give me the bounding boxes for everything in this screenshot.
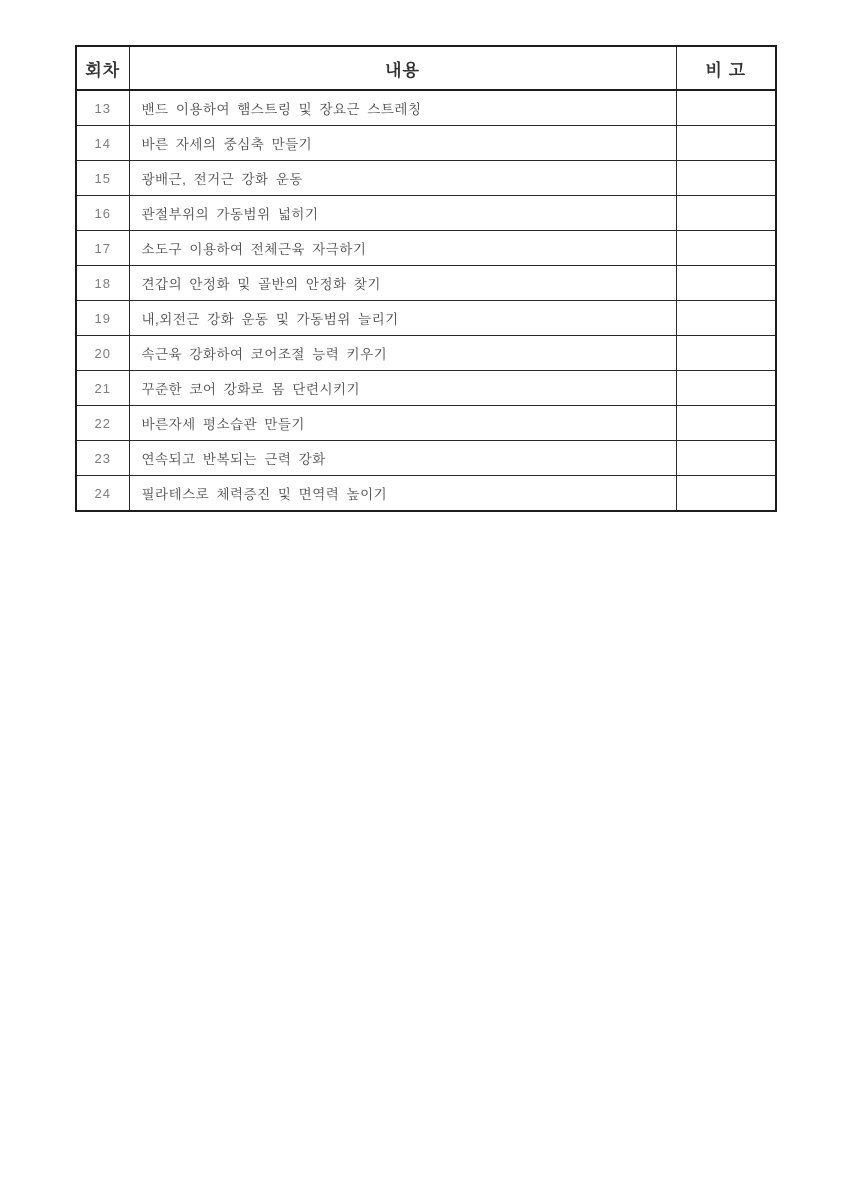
content-cell: 견갑의 안정화 및 골반의 안정화 찾기 [129, 266, 676, 301]
session-number-cell: 14 [76, 126, 129, 161]
content-cell: 속근육 강화하여 코어조절 능력 키우기 [129, 336, 676, 371]
table-row [76, 441, 776, 476]
content-cell: 광배근, 전거근 강화 운동 [129, 161, 676, 196]
remarks-cell [676, 231, 776, 266]
content-cell: 필라테스로 체력증진 및 면역력 높이기 [129, 476, 676, 512]
remarks-cell [676, 371, 776, 406]
content-cell: 바른자세 평소습관 만들기 [129, 406, 676, 441]
column-header-session: 회차 [76, 46, 129, 90]
session-number-cell: 16 [76, 196, 129, 231]
remarks-cell [676, 406, 776, 441]
session-schedule-table [75, 45, 777, 512]
table-row [76, 196, 776, 231]
content-cell: 관절부위의 가동범위 넓히기 [129, 196, 676, 231]
remarks-cell [676, 161, 776, 196]
remarks-cell [676, 126, 776, 161]
remarks-cell [676, 90, 776, 126]
remarks-cell [676, 301, 776, 336]
content-cell: 연속되고 반복되는 근력 강화 [129, 441, 676, 476]
table-row [76, 406, 776, 441]
session-number-cell: 23 [76, 441, 129, 476]
session-number-cell: 22 [76, 406, 129, 441]
table-row [76, 371, 776, 406]
session-number-cell: 18 [76, 266, 129, 301]
table-row [76, 336, 776, 371]
session-number-cell: 13 [76, 90, 129, 126]
column-header-remarks: 비 고 [676, 46, 776, 90]
remarks-cell [676, 336, 776, 371]
content-cell: 소도구 이용하여 전체근육 자극하기 [129, 231, 676, 266]
remarks-cell [676, 196, 776, 231]
session-number-cell: 17 [76, 231, 129, 266]
remarks-cell [676, 266, 776, 301]
session-number-cell: 24 [76, 476, 129, 512]
session-number-cell: 19 [76, 301, 129, 336]
table-row [76, 90, 776, 126]
column-header-content: 내용 [129, 46, 676, 90]
content-cell: 바른 자세의 중심축 만들기 [129, 126, 676, 161]
table-header-row [76, 46, 776, 90]
table-row [76, 126, 776, 161]
table-row [76, 161, 776, 196]
table-row [76, 301, 776, 336]
session-number-cell: 21 [76, 371, 129, 406]
table-row [76, 476, 776, 512]
table-row [76, 266, 776, 301]
session-number-cell: 20 [76, 336, 129, 371]
remarks-cell [676, 441, 776, 476]
content-cell: 꾸준한 코어 강화로 몸 단련시키기 [129, 371, 676, 406]
content-cell: 내,외전근 강화 운동 및 가동범위 늘리기 [129, 301, 676, 336]
content-cell: 밴드 이용하여 햄스트링 및 장요근 스트레칭 [129, 90, 676, 126]
remarks-cell [676, 476, 776, 512]
table-row [76, 231, 776, 266]
session-number-cell: 15 [76, 161, 129, 196]
